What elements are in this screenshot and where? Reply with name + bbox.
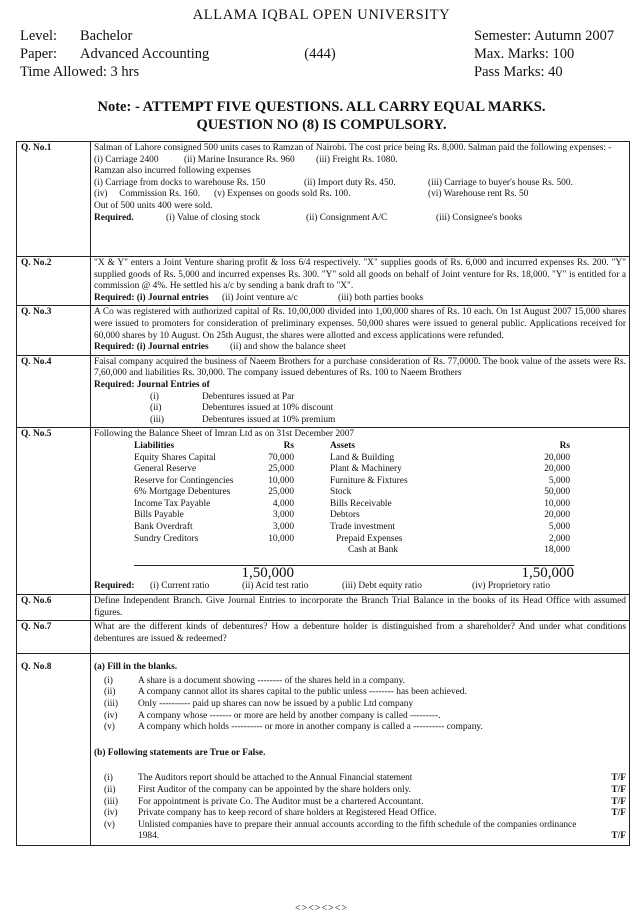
list-item [94,797,626,809]
university-name: ALLAMA IQBAL OPEN UNIVERSITY [192,7,451,23]
question-body [91,595,630,621]
liability-value: 25,000 [268,487,294,498]
question-number: Q. No.5 [17,428,91,595]
question-body [91,142,630,257]
liability-value: 3,000 [272,522,294,533]
list-item [94,808,626,820]
liability-value [252,545,294,557]
question-body [91,257,630,306]
liability-name: Equity Shares Capital [134,452,216,463]
item-number: (iii) [104,796,119,807]
q4-required: Required: Journal Entries of [94,379,210,390]
item-number: (iii) [104,699,119,709]
question-body [91,654,630,846]
q1-exp: (iii) Freight Rs. 1080. [316,154,398,165]
required-item: Required: (i) Journal entries [94,292,209,303]
note-line-1: Note: - ATTEMPT FIVE QUESTIONS. ALL CARRY EQUAL MARKS. [97,99,546,115]
liability-value: 25,000 [268,464,294,475]
asset-name: Bills Receivable [330,498,392,509]
pass-marks: Pass Marks: 40 [474,64,563,80]
asset-name: Land & Building [330,452,395,463]
item-number: (i) [150,391,159,402]
table-row [134,464,574,476]
required-item: (ii) and show the balance sheet [230,342,346,353]
required-item: (ii) Consignment A/C [306,212,388,223]
required-item: (iii) both parties books [338,292,424,303]
list-item [94,785,626,797]
required-item: (iii) Consignee's books [436,212,523,223]
item-number: (ii) [104,687,116,698]
q1-exp: (ii) Import duty Rs. 450. [304,177,396,188]
q1-exp: (ii) Marine Insurance Rs. 960 [184,154,295,165]
item-text: Unlisted companies have to prepare their annual accounts according to the fifth schedule of the companies ordinance 1984. [138,819,577,842]
list-item [94,711,626,723]
tf-mark: T/F [611,831,626,842]
q1-line: Salman of Lahore consigned 500 units cases to Ramzan of Nairobi. The cost price being Rs. 8,000. Salman paid the following expenses: - [94,143,612,153]
item-number: (iv) [104,808,118,819]
item-text: Private company has to keep record of share holders at Registered Head Office. [138,808,437,819]
required-item: (i) Current ratio [150,581,210,592]
asset-value: 10,000 [544,498,570,509]
list-item [94,722,626,734]
asset-name: Plant & Machinery [330,464,402,475]
question-row-7 [17,621,630,654]
q7-text: What are the different kinds of debentures? How a debenture holder is distinguished from a shareholder? And under what conditions debentures are issued & redeemed? [94,622,626,644]
q1-exp: (v) Expenses on goods sold Rs. 100. [214,189,351,200]
list-item [94,820,626,843]
table-row [134,522,574,534]
liability-name: Income Tax Payable [134,498,211,509]
table-row [134,453,574,465]
question-number: Q. No.7 [17,621,91,654]
list-item [94,676,626,688]
asset-name: Prepaid Expenses [336,533,403,544]
item-number: (iii) [150,414,165,425]
header-rs: Rs [283,440,294,451]
max-marks: Max. Marks: 100 [474,46,575,62]
list-item [94,699,626,711]
item-number: (ii) [150,403,162,414]
asset-name: Stock [330,487,352,498]
question-number: Q. No.1 [17,142,91,257]
item-number: (i) [104,773,113,784]
paper-label: Paper: [20,46,58,62]
list-item [94,687,626,699]
balance-sheet-header [134,441,574,453]
asset-value: 50,000 [544,487,570,498]
asset-name: Cash at Bank [348,545,398,556]
asset-value: 18,000 [544,545,570,556]
required-label: Required. [94,212,134,223]
q1-required [94,213,626,225]
question-row-6 [17,595,630,621]
q1-exp: (iii) Carriage to buyer's house Rs. 500. [428,177,573,188]
note-line-2: QUESTION NO (8) IS COMPULSORY. [196,117,447,133]
liability-name [134,545,252,557]
table-row [134,487,574,499]
q1-exp: (iv) Commission Rs. 160. [94,189,200,200]
question-body [91,355,630,428]
item-text: A company cannot allot its shares capital to the public unless -------- has been achieved. [138,687,467,698]
question-number: Q. No.8 [17,654,91,846]
q8-part-b-heading: (b) Following statements are True or False. [94,747,266,758]
list-item [94,773,626,785]
required-item: (iv) Proprietory ratio [472,581,551,592]
q4-text: Faisal company acquired the business of Naeem Brothers for a purchase consideration of Rs. 77,0000. The book value of the assets were Rs. 7,60,000 and liabilities Rs. 30,000. The company issued debentures of Rs. 100 to Naeem Brothers [94,356,626,379]
liability-value: 3,000 [272,510,294,521]
q1-line: Out of 500 units 400 were sold. [94,200,213,211]
q1-line: Ramzan also incurred following expenses [94,166,251,177]
exam-meta-left [20,27,336,81]
question-row-2 [17,257,630,306]
q1-exp: (i) Carriage from docks to warehouse Rs. 150 [94,177,266,188]
list-item [150,392,626,404]
fill-blanks-list [94,676,626,734]
question-row-8 [17,654,630,846]
time-allowed: Time Allowed: 3 hrs [20,64,140,80]
liability-value: 4,000 [272,498,294,509]
liability-value: 10,000 [268,475,294,486]
liability-value: 10,000 [268,533,294,544]
table-row [134,510,574,522]
level-label: Level: [20,28,58,44]
q6-text: Define Independent Branch. Give Journal Entries to incorporate the Branch Trial Balance in the books of its Head Office with assumed figures. [94,596,626,618]
question-row-4 [17,355,630,428]
q8-part-a-heading: (a) Fill in the blanks. [94,662,178,673]
liability-name: 6% Mortgage Debentures [134,487,231,498]
q5-intro: Following the Balance Sheet of Imran Ltd as on 31st December 2007 [94,429,355,440]
semester: Semester: Autumn 2007 [474,28,615,44]
asset-name: Trade investment [330,522,396,533]
liability-name: Sundry Creditors [134,533,199,544]
paper-code: (444) [304,46,336,62]
asset-name: Furniture & Fixtures [330,475,408,486]
tf-mark: T/F [611,796,626,807]
table-row [134,499,574,511]
table-row [134,476,574,488]
q3-text: A Co was registered with authorized capital of Rs. 10,00,000 divided into 1,00,000 shares of Rs. 10 each. On 1st August 2007 15,000 shares were issued to promoters for consideration of preliminary expenses. 50,000 shares were issued to general public. Applications received for 60,000 shares by 10 August. On 25th August, the shares were allotted and excess applications were refunded. [94,307,626,341]
paper-value: Advanced Accounting [80,46,210,62]
item-number: (v) [104,819,115,830]
liability-name: Reserve for Contingencies [134,475,234,486]
item-text: Debentures issued at 10% discount [202,403,334,414]
table-row [134,534,574,546]
total-liabilities: 1,50,000 [134,565,294,580]
balance-sheet-totals [134,565,574,580]
liability-name: Bills Payable [134,510,184,521]
asset-value: 2,000 [548,533,570,544]
item-number: (i) [104,675,113,686]
liability-name: Bank Overdraft [134,522,193,533]
level-value: Bachelor [80,28,133,44]
q5-required [94,581,626,593]
header-assets: Assets [330,440,355,451]
header-rs: Rs [559,440,570,451]
q1-expenses-row [94,189,626,201]
page-end-marker: <><><><> [294,903,349,914]
asset-name: Debtors [330,510,360,521]
true-false-list [94,773,626,843]
questions-table [16,141,630,846]
balance-sheet [134,441,574,580]
q1-exp: (vi) Warehouse rent Rs. 50 [428,189,529,200]
list-item [150,415,626,427]
item-number: (v) [104,722,115,733]
tf-mark: T/F [611,784,626,795]
asset-value: 20,000 [544,510,570,521]
required-label: Required: [94,581,135,592]
q1-exp: (i) Carriage 2400 [94,154,159,165]
exam-meta-right [474,27,614,81]
required-item: (iii) Debt equity ratio [342,581,422,592]
question-row-1 [17,142,630,257]
item-text: Debentures issued at Par [202,391,295,402]
header-liabilities: Liabilities [134,440,175,451]
question-number: Q. No.6 [17,595,91,621]
liability-value: 70,000 [268,452,294,463]
q1-expenses-row [94,155,626,167]
question-body [91,306,630,355]
total-assets: 1,50,000 [294,565,574,580]
q3-required [94,342,626,354]
required-item: Required: (i) Journal entries [94,342,209,353]
item-text: A company whose ------- or more are held by another company is called ---------. [138,710,441,721]
item-number: (ii) [104,784,116,795]
question-number: Q. No.2 [17,257,91,306]
asset-value: 20,000 [544,464,570,475]
item-number: (iv) [104,710,118,721]
required-item: (ii) Acid test ratio [242,581,309,592]
question-body [91,621,630,654]
item-text: For appointment is private Co. The Auditor must be a chartered Accountant. [138,796,424,807]
question-row-3 [17,306,630,355]
asset-value: 20,000 [544,452,570,463]
question-body [91,428,630,595]
item-text: First Auditor of the company can be appointed by the share holders only. [138,784,412,795]
item-text: A share is a document showing -------- of the shares held in a company. [138,675,406,686]
list-item [150,403,626,415]
q2-required [94,293,626,305]
question-number: Q. No.3 [17,306,91,355]
required-item: (i) Value of closing stock [166,212,261,223]
asset-value: 5,000 [548,522,570,533]
q4-items [94,392,626,427]
required-item: (ii) Joint venture a/c [222,292,298,303]
liability-name: General Reserve [134,464,197,475]
asset-value: 5,000 [548,475,570,486]
table-row [134,545,574,557]
tf-mark: T/F [611,773,626,784]
item-text: Only ---------- paid up shares can now be issued by a public Ltd company [138,699,414,709]
q2-text: "X & Y" enters a Joint Venture sharing profit & loss 6/4 respectively. "X" supplies goods of Rs. 6,000 and incurred expenses Rs. 200. "Y" supplied goods of Rs. 5,000 and incurred expenses Rs. 300. "Y" sold all goods on behalf of Joint venture for Rs. 18,000. "Y" is entitled for a commission @ 4%. He settled his a/c by sending a bank draft to "X". [94,258,626,292]
q1-expenses-row [94,178,626,190]
tf-mark: T/F [611,808,626,819]
item-text: The Auditors report should be attached to the Annual Financial statement [138,773,413,784]
item-text: Debentures issued at 10% premium [202,414,336,425]
question-number: Q. No.4 [17,355,91,428]
item-text: A company which holds ---------- or more in another company is called a ---------- company. [138,722,483,733]
question-row-5 [17,428,630,595]
